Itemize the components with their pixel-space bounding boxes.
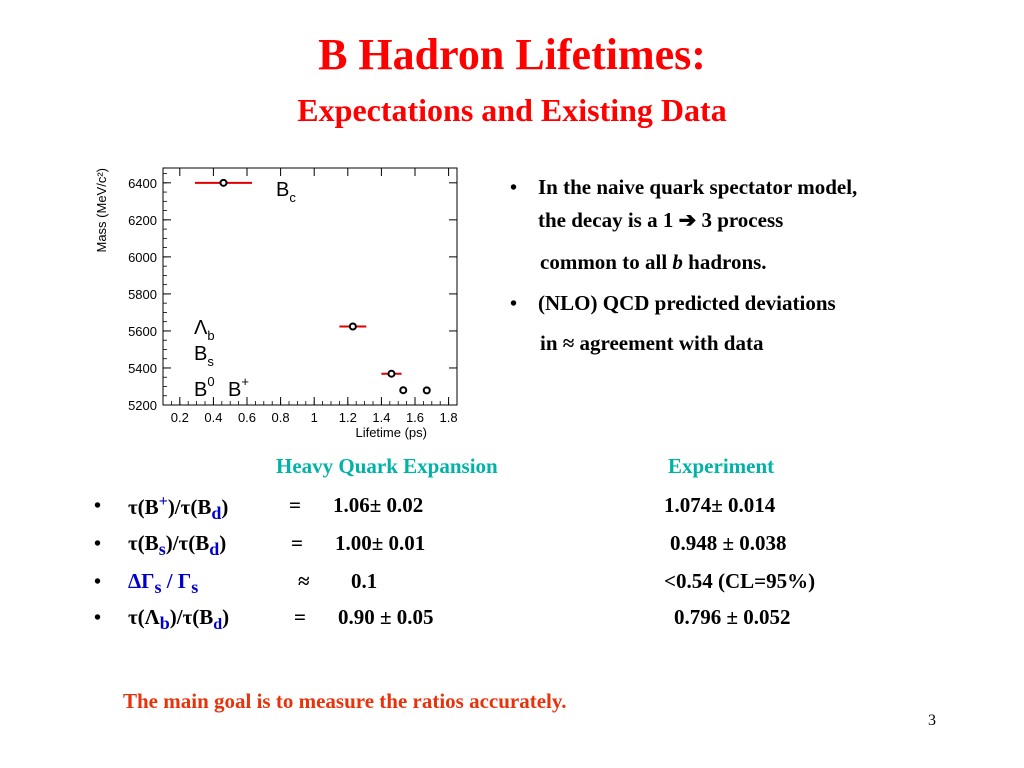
y-tick-label: 6200 bbox=[128, 212, 157, 228]
table-row: • bbox=[94, 571, 102, 593]
bc-label: $B_c$ bbox=[276, 179, 296, 205]
bullet-1-line-3: common to all b hadrons. bbox=[540, 250, 767, 274]
mass-lifetime-chart bbox=[90, 160, 475, 445]
y-axis-label: Mass (MeV/c²) bbox=[94, 168, 109, 253]
header-theory: Heavy Quark Expansion bbox=[276, 454, 498, 478]
row-1-label: $\tau(B^+)/\tau(B_d)$ bbox=[128, 493, 229, 524]
slide-title: B Hadron Lifetimes: bbox=[318, 30, 706, 79]
data-point bbox=[388, 371, 394, 377]
slide-subtitle: Expectations and Existing Data bbox=[297, 92, 727, 128]
page-number: 3 bbox=[928, 712, 936, 729]
row-4-experiment: 0.796 ± 0.052 bbox=[674, 605, 791, 629]
y-tick-label: 5600 bbox=[128, 323, 157, 339]
data-point bbox=[400, 387, 406, 393]
x-tick-label: 1.8 bbox=[439, 410, 458, 425]
row-2-label: $\tau(B_s)/\tau(B_d)$ bbox=[128, 531, 227, 560]
bullet-dot: • bbox=[510, 293, 518, 315]
x-tick-label: 1.4 bbox=[372, 410, 391, 425]
main-goal-text: The main goal is to measure the ratios accurately. bbox=[123, 689, 567, 713]
data-point bbox=[220, 180, 226, 186]
lambda-b-label: $\Lambda_b$ bbox=[194, 317, 215, 343]
row-4-label: $\tau(\Lambda_b)/\tau(B_d)$ bbox=[128, 605, 230, 634]
plot-frame bbox=[163, 168, 457, 405]
bplus-label: B+ bbox=[228, 374, 249, 401]
bullet-2 bbox=[510, 291, 517, 316]
row-2-theory: 1.00± 0.01 bbox=[335, 531, 426, 555]
table-row: • bbox=[94, 495, 102, 517]
bullet-dot: • bbox=[510, 177, 518, 199]
x-axis-label: Lifetime (ps) bbox=[355, 425, 427, 440]
bs-label: $B_s$ bbox=[194, 343, 214, 369]
row-3-label: $\Delta\Gamma_s / \Gamma_s$ bbox=[128, 569, 199, 598]
row-4-op: = bbox=[294, 605, 306, 629]
bullet-1 bbox=[510, 175, 517, 200]
x-tick-label: 0.6 bbox=[237, 410, 257, 425]
x-tick-label: 1.6 bbox=[405, 410, 425, 425]
row-3-theory: 0.1 bbox=[351, 569, 378, 593]
y-tick-label: 5400 bbox=[128, 360, 157, 376]
table-row: • bbox=[94, 607, 102, 629]
y-tick-label: 6400 bbox=[128, 175, 157, 191]
row-4-theory: 0.90 ± 0.05 bbox=[338, 605, 434, 629]
data-point bbox=[350, 323, 356, 329]
particle-labels bbox=[194, 179, 296, 401]
bullet-2-line-1: (NLO) QCD predicted deviations bbox=[538, 291, 836, 315]
row-3-experiment: <0.54 (CL=95%) bbox=[664, 569, 816, 593]
row-1-theory: 1.06± 0.02 bbox=[333, 493, 424, 517]
x-tick-label: 0.4 bbox=[204, 410, 223, 425]
y-tick-label: 5800 bbox=[128, 286, 157, 302]
row-3-op: ≈ bbox=[298, 569, 310, 593]
row-2-experiment: 0.948 ± 0.038 bbox=[670, 531, 787, 555]
row-1-op: = bbox=[289, 493, 301, 517]
table-row: • bbox=[94, 533, 102, 555]
data-point bbox=[424, 387, 430, 393]
row-2-op: = bbox=[291, 531, 303, 555]
header-experiment: Experiment bbox=[668, 454, 775, 478]
y-tick-label: 5200 bbox=[128, 398, 157, 413]
b0-label: $B^0$ bbox=[194, 374, 215, 401]
x-tick-label: 1 bbox=[310, 410, 318, 425]
bullet-2-line-2: in ≈ agreement with data bbox=[540, 331, 764, 355]
x-tick-label: 0.2 bbox=[170, 410, 189, 425]
bullet-1-line-2: the decay is a 1 ➔ 3 process bbox=[538, 208, 784, 232]
x-tick-label: 0.8 bbox=[271, 410, 290, 425]
x-tick-label: 1.2 bbox=[338, 410, 357, 425]
y-tick-label: 6000 bbox=[128, 249, 157, 265]
bullet-1-line-1: In the naive quark spectator model, bbox=[538, 175, 858, 199]
row-1-experiment: 1.074± 0.014 bbox=[664, 493, 776, 517]
right-arrow-icon: ➔ bbox=[678, 208, 697, 232]
